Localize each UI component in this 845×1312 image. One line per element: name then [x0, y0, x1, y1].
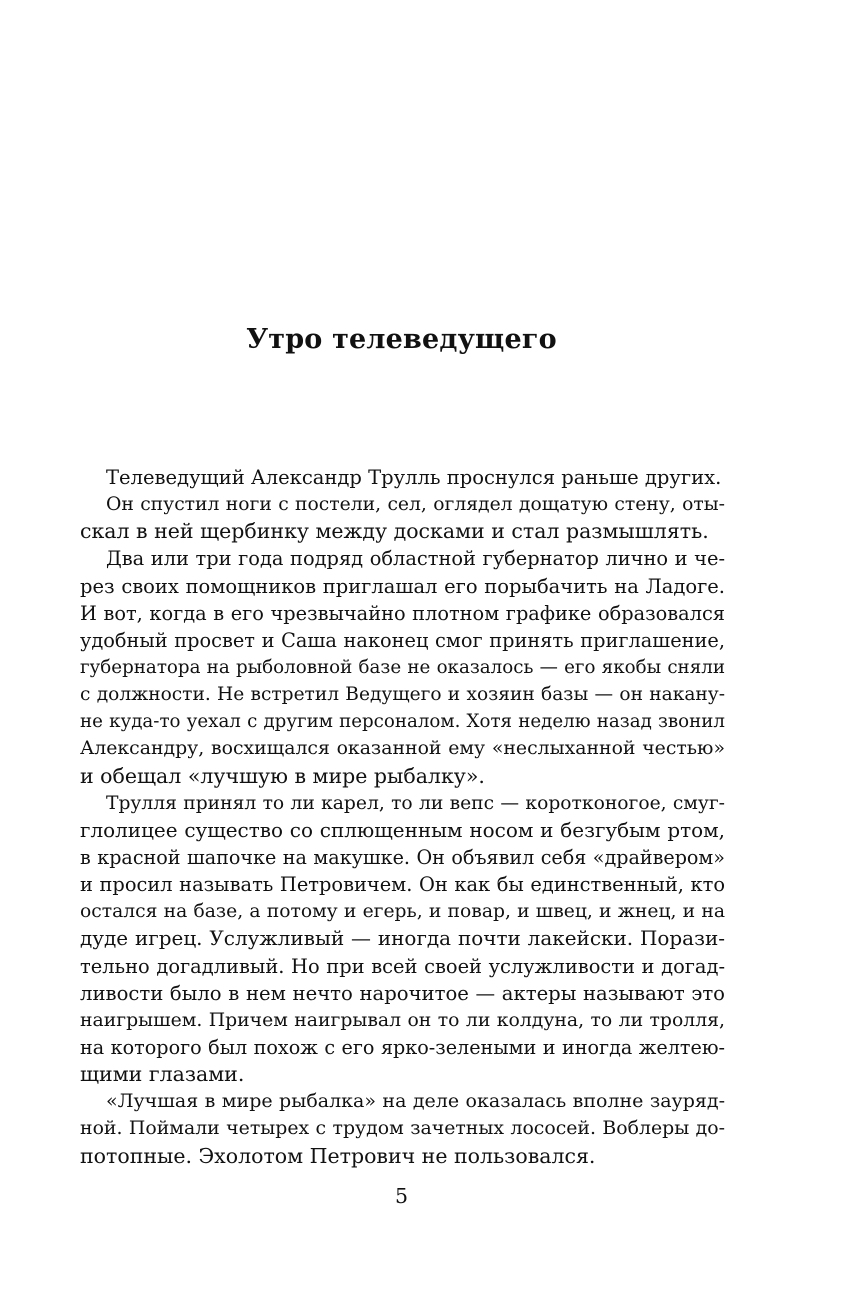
page-number: 5 [394, 1184, 409, 1208]
chapter-title: Утро телеведущего [246, 324, 557, 355]
paragraph [80, 545, 725, 789]
text-line: не куда-то уехал с другим персоналом. Хотя неделю назад звонил [80, 711, 725, 733]
text-line: Два или три года подряд областной губернатор лично и че- [106, 547, 725, 571]
text-line: И вот, когда в его чрезвычайно плотном графике образовался [80, 601, 725, 625]
text-line: глолицее существо со сплющенным носом и безгубым ртом, [80, 817, 725, 842]
text-line: Александру, восхищался оказанной ему «неслыханной честью» [80, 738, 725, 760]
text-line: губернатора на рыболовной базе не оказалось — его якобы сняли [80, 656, 725, 678]
text-line: скал в ней щербинку между досками и стал размышлять. [80, 519, 709, 544]
text-line: наигрышем. Причем наигрывал он то ли колдуна, то ли тролля, [80, 1009, 725, 1031]
text-line: тельно догадливый. Но при всей своей услужливости и догад- [80, 954, 725, 978]
text-line: в красной шапочке на макушке. Он объявил себя «драйвером» [80, 845, 725, 869]
body-text [80, 464, 725, 1170]
text-line: «Лучшая в мире рыбалка» на деле оказалась вполне зауряд- [106, 1090, 725, 1113]
text-line: и просил называть Петровичем. Он как бы единственный, кто [80, 873, 725, 897]
paragraph [80, 464, 725, 491]
text-line: Он спустил ноги с постели, сел, оглядел дощатую стену, оты- [106, 494, 725, 516]
text-line: Трулля принял то ли карел, то ли вепс — коротконогое, смуг- [106, 792, 725, 814]
text-line: щими глазами. [80, 1062, 245, 1087]
text-line: Телеведущий Александр Трулль проснулся раньше других. [106, 466, 722, 489]
paragraph [80, 1088, 725, 1169]
paragraph [80, 491, 725, 545]
text-line: с должности. Не встретил Ведущего и хозяин базы — он накану- [80, 684, 725, 706]
text-line: ливости было в нем нечто нарочитое — актеры называют это [80, 981, 725, 1005]
text-line: и обещал «лучшую в мире рыбалку». [80, 763, 485, 788]
text-line: дуде игрец. Услужливый — иногда почти лакейски. Порази- [80, 926, 725, 951]
text-line: остался на базе, а потому и егерь, и повар, и швец, и жнец, и на [80, 901, 725, 923]
paragraph [80, 790, 725, 1089]
text-line: удобный просвет и Саша наконец смог принять приглашение, [80, 628, 725, 652]
text-line: потопные. Эхолотом Петрович не пользовался. [80, 1143, 596, 1168]
text-line: рез своих помощников приглашал его порыбачить на Ладоге. [80, 574, 725, 598]
text-line: на которого был похож с его ярко-зелеными и иногда желтею- [80, 1035, 725, 1059]
text-line: ной. Поймали четырех с трудом зачетных лососей. Воблеры до- [80, 1117, 725, 1140]
